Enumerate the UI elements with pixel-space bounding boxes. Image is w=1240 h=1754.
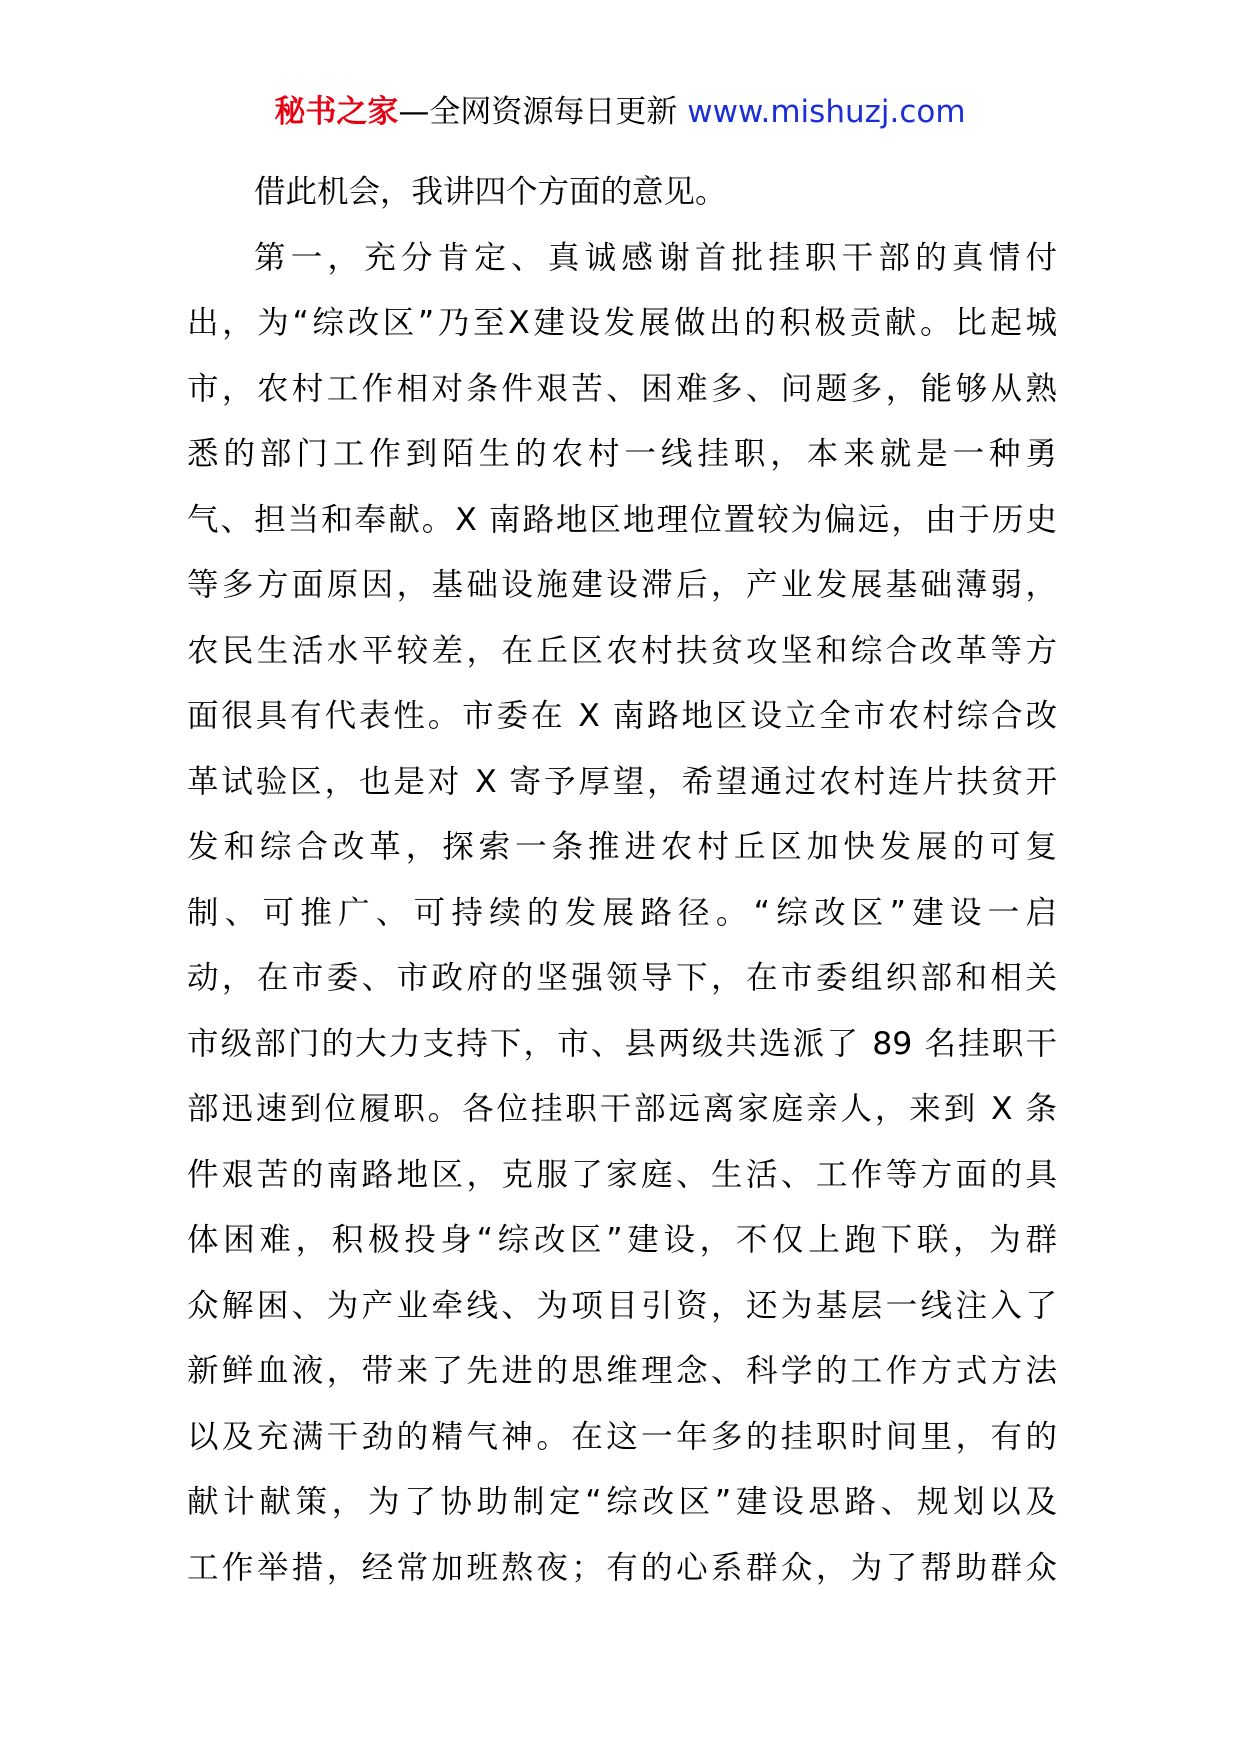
text-line: 第一，充分肯定、真诚感谢首批挂职干部的真情付 [254, 239, 1057, 276]
document-body [187, 160, 1057, 1601]
text-line: 革试验区，也是对 X 寄予厚望，希望通过农村连片扶贫开 [187, 763, 1057, 800]
text-line: 借此机会，我讲四个方面的意见。 [254, 174, 727, 210]
text-line: 动，在市委、市政府的坚强领导下，在市委组织部和相关 [187, 960, 1057, 996]
text-line: 众解困、为产业牵线、为项目引资，还为基层一线注入了 [187, 1287, 1057, 1324]
text-line: 件艰苦的南路地区，克服了家庭、生活、工作等方面的具 [187, 1156, 1057, 1193]
text-line: 悉的部门工作到陌生的农村一线挂职，本来就是一种勇 [187, 436, 1057, 472]
text-line: 制、可推广、可持续的发展路径。“综改区”建设一启 [187, 894, 1057, 931]
text-line: 面很具有代表性。市委在 X 南路地区设立全市农村综合改 [187, 698, 1057, 734]
text-line: 工作举措，经常加班熬夜；有的心系群众，为了帮助群众 [187, 1549, 1057, 1586]
text-line: 发和综合改革，探索一条推进农村丘区加快发展的可复 [187, 829, 1057, 865]
text-line: 出，为“综改区”乃至Ⅹ建设发展做出的积极贡献。比起城 [187, 305, 1057, 341]
text-line: 市，农村工作相对条件艰苦、困难多、问题多，能够从熟 [187, 370, 1057, 407]
text-line: 气、担当和奉献。X 南路地区地理位置较为偏远，由于历史 [187, 501, 1057, 538]
brand-name: 秘书之家 [274, 94, 399, 130]
text-line: 市级部门的大力支持下，市、县两级共选派了 89 名挂职干 [187, 1025, 1057, 1062]
text-line: 农民生活水平较差，在丘区农村扶贫攻坚和综合改革等方 [187, 632, 1057, 669]
text-line: 体困难，积极投身“综改区”建设，不仅上跑下联，为群 [187, 1222, 1057, 1258]
site-url-link[interactable]: www.mishuzj.com [687, 94, 966, 130]
text-line: 新鲜血液，带来了先进的思维理念、科学的工作方式方法 [187, 1353, 1057, 1389]
text-line: 部迅速到位履职。各位挂职干部远离家庭亲人，来到 X 条 [187, 1091, 1057, 1127]
text-line: 以及充满干劲的精气神。在这一年多的挂职时间里，有的 [187, 1418, 1057, 1455]
brand-slogan: —全网资源每日更新 [398, 94, 688, 130]
text-line: 等多方面原因，基础设施建设滞后，产业发展基础薄弱， [187, 567, 1057, 603]
site-header [0, 92, 1240, 132]
text-line: 献计献策，为了协助制定“综改区”建设思路、规划以及 [187, 1484, 1057, 1520]
